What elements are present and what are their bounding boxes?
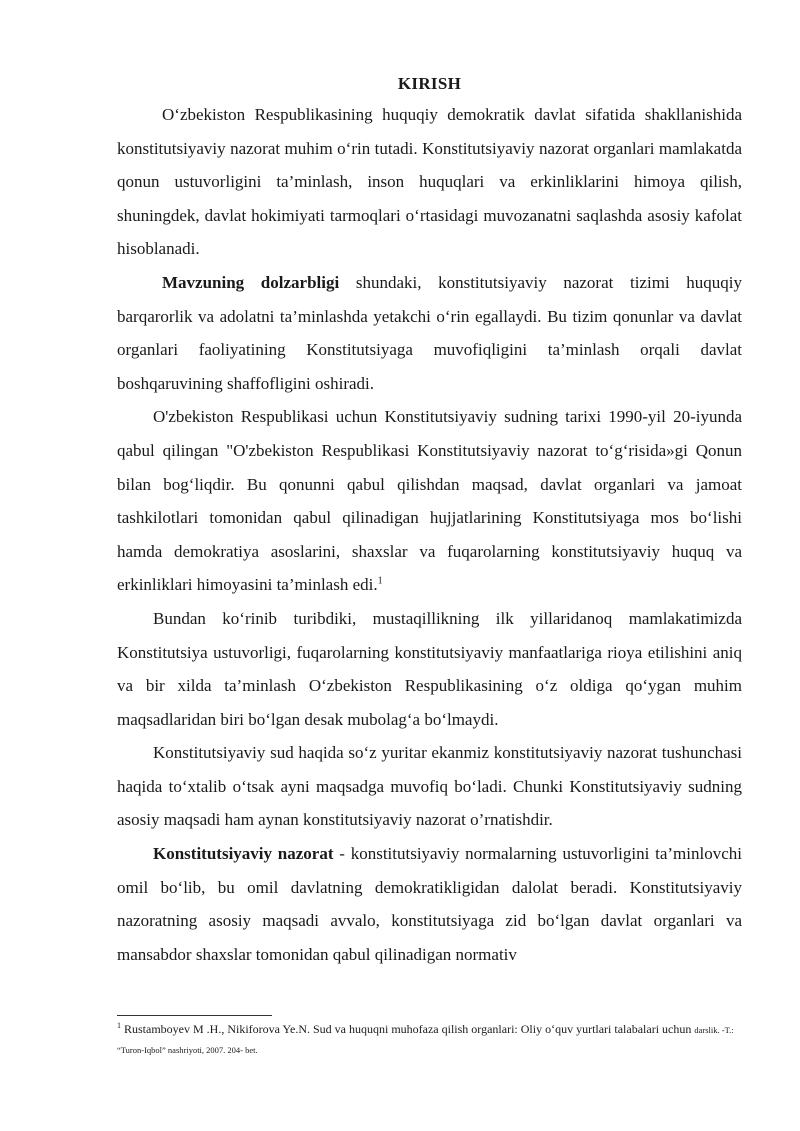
footnote-text: Rustamboyev M .H., Nikiforova Ye.N. Sud va huquqni muhofaza qilish organlari: Oliy o‘quv yurtlari talabalari uchun bbox=[121, 1022, 695, 1036]
paragraph-relevance bbox=[117, 266, 742, 400]
history-text: O'zbekiston Respublikasi uchun Konstitutsiyaviy sudning tarixi 1990-yil 20-iyunda qabul qilingan "O'zbekiston Respublikasi Konstitutsiyaviy nazorat to‘g‘risida»gi Qonun bilan bog‘liqdir. Bu qonunni qabul qilishdan maqsad, davlat organlari va jamoat tashkilotlari tomonidan qabul qilinadigan hujjatlarining Konstitutsiyaga mos bo‘lishi hamda demokratiya asoslarini, shaxslar va fuqarolarning konstitutsiyaviy huquq va erkinliklari himoyasini ta’minlash edi. bbox=[117, 407, 742, 595]
paragraph-history bbox=[117, 400, 742, 602]
paragraph-definition bbox=[117, 837, 742, 971]
paragraph-conclusion: Bundan ko‘rinib turibdiki, mustaqillikning ilk yillaridanoq mamlakatimizda Konstitutsiya ustuvorligi, fuqarolarning konstitutsiyaviy manfaatlariga rioya etilishini aniq va bir xilda ta’minlash O‘zbekiston Respublikasining o‘z oldiga qo‘ygan muhim maqsadlaridan biri bo‘lgan desak mubolag‘a bo‘lmaydi. bbox=[117, 608, 742, 729]
definition-text: - konstitutsiyaviy normalarning ustuvorligini ta’minlovchi omil bo‘lib, bu omil davlatning demokratikligidan dalolat beradi. Konstitutsiyaviy nazoratning asosiy maqsadi avvalo, konstitutsiyaga zid bo‘lgan davlat organlari va mansabdor shaxslar tomonidan qabul qilinadigan normativ bbox=[117, 844, 742, 964]
definition-term: Konstitutsiyaviy nazorat bbox=[153, 844, 334, 864]
relevance-text: shundaki, konstitutsiyaviy nazorat tizimi huquqiy barqarorlik va adolatni ta’minlashda yetakchi o‘rin egallaydi. Bu tizim qonunlar va davlat organlari faoliyatining Konstitutsiyaga muvofiqligini ta’minlash orqali davlat boshqaruvining shaffofligini oshiradi. bbox=[117, 272, 742, 393]
footnote-reference[interactable]: 1 bbox=[377, 575, 383, 587]
footnote-publication: darslik. -T.: “Turon-Iqbol” nashriyoti, 2007. 204- bet. bbox=[117, 1025, 734, 1055]
paragraph-court: Konstitutsiyaviy sud haqida so‘z yuritar ekanmiz konstitutsiyaviy nazorat tushunchasi haqida to‘xtalib o‘tsak ayni maqsadga muvofiq bo‘ladi. Chunki Konstitutsiyaviy sudning asosiy maqsadi ham aynan konstitutsiyaviy nazorat o’rnatishdir. bbox=[117, 743, 742, 830]
paragraph-intro: O‘zbekiston Respublikasining huquqiy demokratik davlat sifatida shakllanishida konstitutsiyaviy nazorat muhim o‘rin tutadi. Konstitutsiyaviy nazorat organlari mamlakatda qonun ustuvorligini ta’minlash, inson huquqlari va erkinliklarini himoya qilish, shuningdek, davlat hokimiyati tarmoqlari o‘rtasidagi muvozanatni saqlashda asosiy kafolat hisoblanadi. bbox=[117, 105, 742, 259]
footnote-mark: 1 bbox=[117, 1021, 121, 1030]
document-page bbox=[117, 72, 742, 971]
footnote-separator bbox=[117, 1015, 272, 1016]
relevance-heading: Mavzuning dolzarbligi bbox=[162, 272, 340, 292]
page-title: KIRISH bbox=[397, 74, 462, 93]
footnote bbox=[117, 1020, 742, 1060]
